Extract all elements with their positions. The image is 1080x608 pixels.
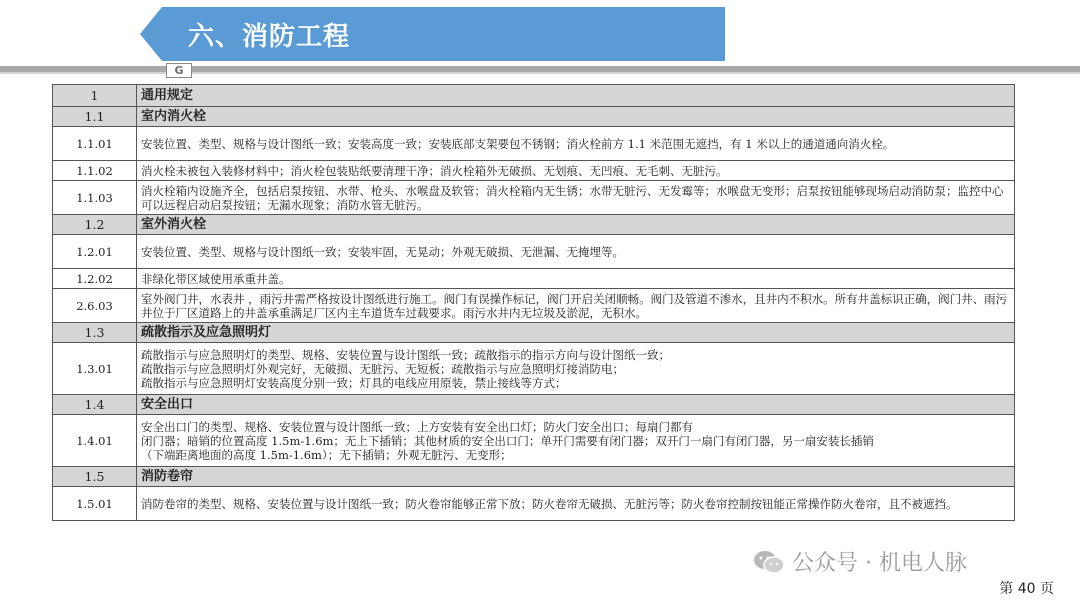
watermark-text: 公众号 · 机电人脉	[792, 551, 967, 576]
section-title: 室外消火栓	[137, 215, 1015, 235]
row-number: 2.6.03	[53, 289, 137, 323]
row-text	[137, 343, 1015, 395]
row-number: 1.5.01	[53, 487, 137, 521]
row-number: 1.2	[53, 215, 137, 235]
header-divider-shadow	[0, 72, 1080, 74]
item-row	[53, 289, 1015, 323]
row-number: 1.3	[53, 323, 137, 343]
row-text-line: 闭门器；暗销的位置高度 1.5m-1.6m；无上下插销；其他材质的安全出口门；单开门需要有闭门器；双开门一扇门有闭门器，另一扇安装长插销	[141, 433, 874, 448]
row-number: 1.4	[53, 395, 137, 415]
row-text-line: （下端距离地面的高度 1.5m-1.6m）；无下插销；外观无脏污、无变形；	[141, 447, 512, 462]
section-row	[53, 107, 1015, 127]
item-row	[53, 487, 1015, 521]
watermark	[752, 546, 967, 577]
item-row	[53, 269, 1015, 289]
title-banner	[140, 7, 725, 61]
section-row	[53, 323, 1015, 343]
row-number: 1.5	[53, 467, 137, 487]
item-row	[53, 181, 1015, 215]
row-number: 1.4.01	[53, 415, 137, 467]
item-row	[53, 127, 1015, 161]
row-text: 消防卷帘的类型、规格、安装位置与设计图纸一致；防火卷帘能够正常下放；防火卷帘无破损、无脏污等；防火卷帘控制按钮能正常操作防火卷帘，且不被遮挡。	[137, 487, 1015, 521]
row-text: 安装位置、类型、规格与设计图纸一致；安装高度一致；安装底部支架要包不锈钢；消火栓前方 1.1 米范围无遮挡，有 1 米以上的通道通向消火栓。	[137, 127, 1015, 161]
row-text: 室外阀门井，水表井 ，雨污井需严格按设计图纸进行施工。阀门有误操作标记，阀门开启关闭顺畅。阀门及管道不渗水，且井内不积水。所有井盖标识正确，阀门井、雨污井位于厂区道路上的井盖承重满足厂区内主车道货车过载要求。雨污水井内无垃圾及淤泥，无积水。	[137, 289, 1015, 323]
row-text-line: 疏散指示与应急照明灯外观完好，无破损、无脏污、无短板；疏散指示与应急照明灯接消防电；	[141, 361, 624, 376]
row-number: 1.1	[53, 107, 137, 127]
section-row	[53, 215, 1015, 235]
company-logo-icon: G	[166, 63, 192, 78]
item-row	[53, 415, 1015, 467]
row-number: 1	[53, 85, 137, 107]
row-text	[137, 415, 1015, 467]
row-number: 1.2.01	[53, 235, 137, 269]
row-number: 1.1.01	[53, 127, 137, 161]
inspection-spec-table	[52, 84, 1015, 521]
row-text-line: 安全出口门的类型、规格、安装位置与设计图纸一致；上方安装有安全出口灯；防火门安全出口；每扇门都有	[141, 419, 693, 434]
section-title: 室内消火栓	[137, 107, 1015, 127]
row-text: 消火栓未被包入装修材料中；消火栓包装贴纸要清理干净；消火栓箱外无破损、无划痕、无凹痕、无毛刺、无脏污。	[137, 161, 1015, 181]
item-row	[53, 343, 1015, 395]
row-number: 1.2.02	[53, 269, 137, 289]
row-text: 非绿化带区域使用承重井盖。	[137, 269, 1015, 289]
section-row	[53, 395, 1015, 415]
row-number: 1.1.03	[53, 181, 137, 215]
row-number: 1.3.01	[53, 343, 137, 395]
section-title: 消防卷帘	[137, 467, 1015, 487]
item-row	[53, 161, 1015, 181]
row-number: 1.1.02	[53, 161, 137, 181]
section-title: 安全出口	[137, 395, 1015, 415]
section-row	[53, 85, 1015, 107]
row-text: 消火栓箱内设施齐全，包括启泵按钮、水带、枪头、水喉盘及软管；消火栓箱内无生锈；水带无脏污、无发霉等；水喉盘无变形；启泵按钮能够现场启动消防泵；监控中心可以远程启动启泵按钮；无漏水现象；消防水管无脏污。	[137, 181, 1015, 215]
row-text-line: 疏散指示与应急照明灯的类型、规格、安装位置与设计图纸一致；疏散指示的指示方向与设计图纸一致；	[141, 347, 670, 362]
section-row	[53, 467, 1015, 487]
item-row	[53, 235, 1015, 269]
page-title: 六、消防工程	[188, 22, 351, 52]
section-title: 疏散指示及应急照明灯	[137, 323, 1015, 343]
section-title: 通用规定	[137, 85, 1015, 107]
page-number: 第 40 页	[999, 581, 1054, 597]
row-text-line: 疏散指示与应急照明灯安装高度分别一致；灯具的电线应用原装，禁止接线等方式；	[141, 375, 567, 390]
wechat-icon	[752, 549, 786, 575]
row-text: 安装位置、类型、规格与设计图纸一致；安装牢固，无晃动；外观无破损、无泄漏、无掩埋等。	[137, 235, 1015, 269]
